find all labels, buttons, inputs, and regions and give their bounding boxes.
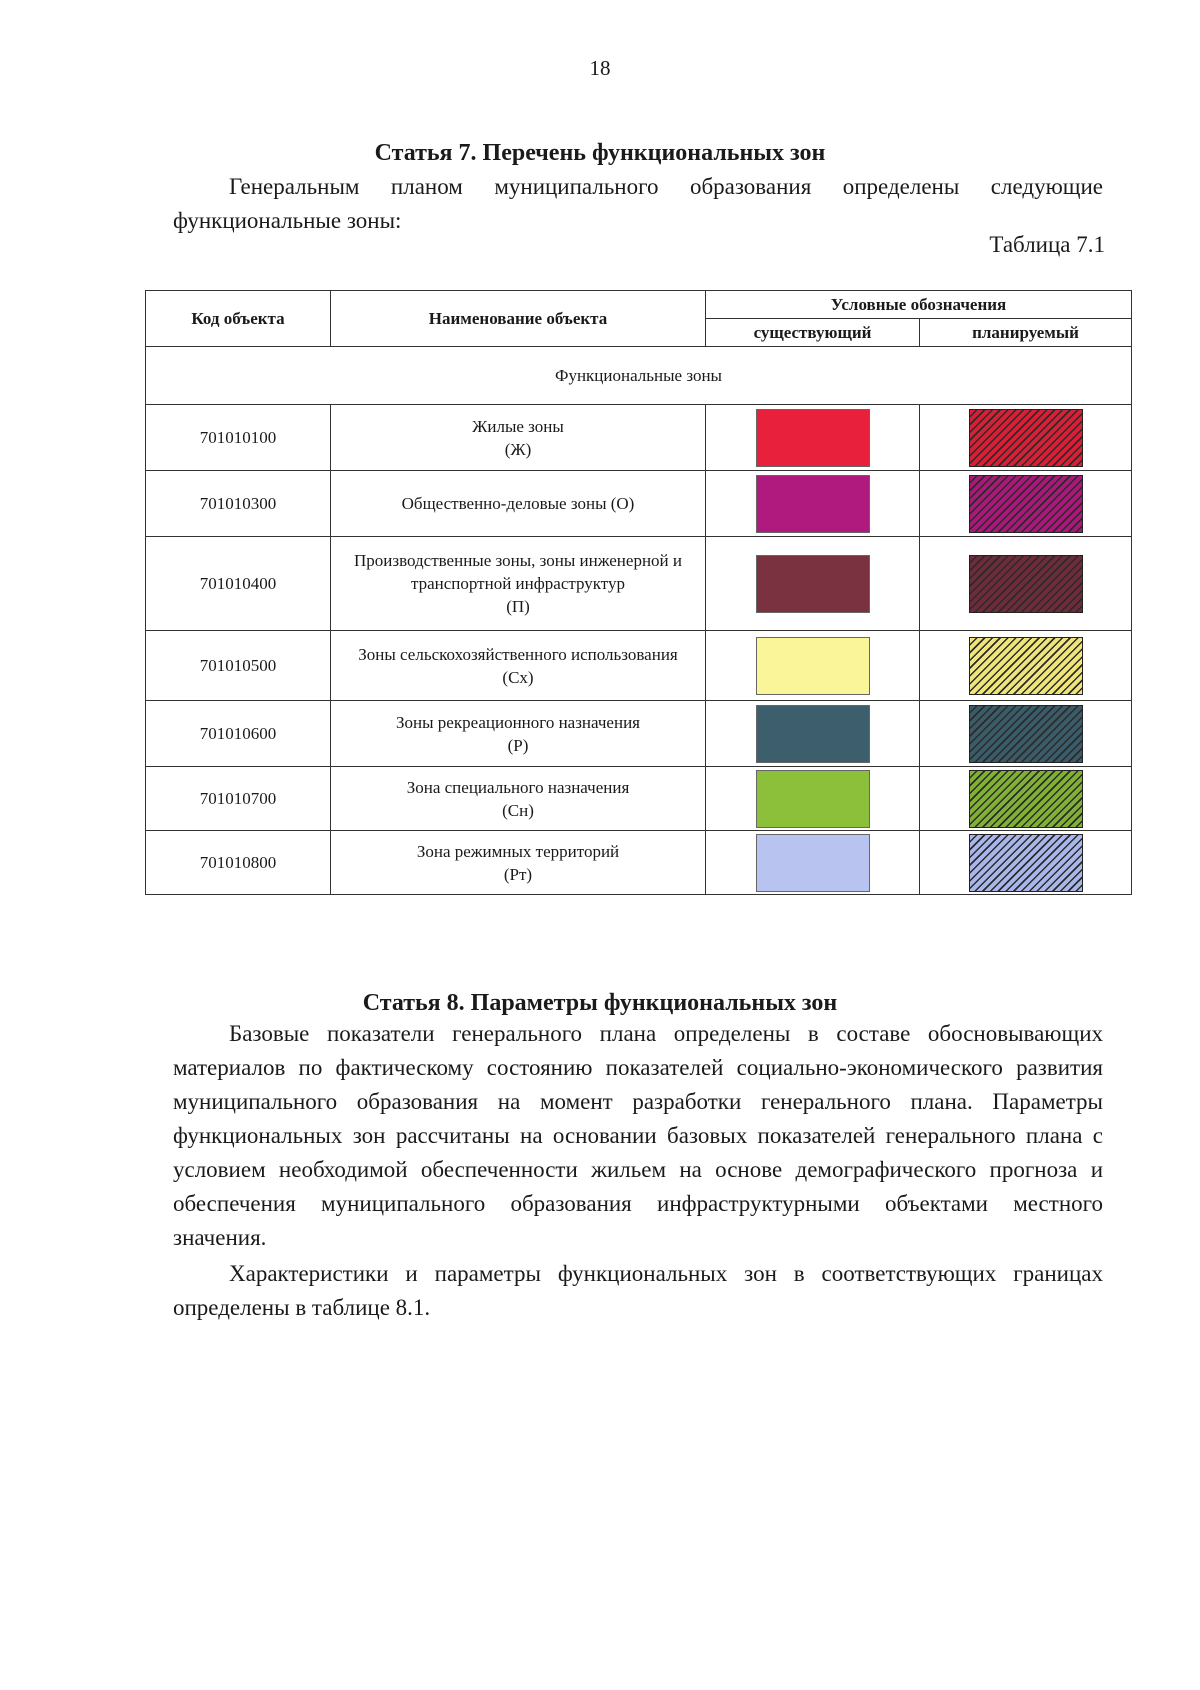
existing-zone-swatch — [756, 770, 870, 828]
planned-zone-hatched-swatch — [969, 409, 1083, 467]
planned-legend-cell — [920, 631, 1132, 701]
planned-legend-cell — [920, 701, 1132, 767]
zone-name: Зоны сельскохозяйственного использования (Сх) — [331, 631, 706, 701]
functional-zones-table — [145, 290, 1132, 895]
planned-zone-hatched-swatch — [969, 475, 1083, 533]
header-name: Наименование объекта — [331, 291, 706, 347]
article-7-title: Статья 7. Перечень функциональных зон — [374, 140, 826, 166]
zone-name: Жилые зоны (Ж) — [331, 405, 706, 471]
existing-legend-cell — [706, 831, 920, 895]
zone-code: 701010700 — [146, 767, 331, 831]
table-row — [146, 631, 1132, 701]
zone-name: Зона режимных территорий (Рт) — [331, 831, 706, 895]
group-title: Функциональные зоны — [146, 347, 1132, 405]
article-8-paragraph-1: Базовые показатели генерального плана определены в составе обосновывающих материалов по фактическому состоянию показателей социально-экономического развития муниципального образования на момент разработки генерального плана. Параметры функциональных зон рассчитаны на основании базовых показателей генерального плана с условием необходимой обеспеченности жильем на основе демографического прогноза и обеспечения муниципального образования инфраструктурными объектами местного значения. — [173, 1021, 1103, 1250]
existing-zone-swatch — [756, 475, 870, 533]
zone-name: Производственные зоны, зоны инженерной и транспортной инфраструктур (П) — [331, 537, 706, 631]
planned-zone-hatched-swatch — [969, 637, 1083, 695]
table-row — [146, 831, 1132, 895]
planned-legend-cell — [920, 767, 1132, 831]
planned-legend-cell — [920, 831, 1132, 895]
existing-legend-cell — [706, 767, 920, 831]
existing-legend-cell — [706, 631, 920, 701]
zone-code: 701010600 — [146, 701, 331, 767]
zone-code: 701010800 — [146, 831, 331, 895]
existing-zone-swatch — [756, 834, 870, 892]
zone-name: Зоны рекреационного назначения (Р) — [331, 701, 706, 767]
planned-zone-hatched-swatch — [969, 705, 1083, 763]
table-row — [146, 767, 1132, 831]
planned-legend-cell — [920, 471, 1132, 537]
planned-zone-hatched-swatch — [969, 555, 1083, 613]
table-row — [146, 405, 1132, 471]
table-row — [146, 537, 1132, 631]
table-row — [146, 701, 1132, 767]
page-number: 18 — [589, 56, 611, 80]
header-legend: Условные обозначения — [706, 291, 1132, 319]
existing-legend-cell — [706, 537, 920, 631]
zone-code: 701010400 — [146, 537, 331, 631]
zone-name: Зона специального назначения (Сн) — [331, 767, 706, 831]
header-planned: планируемый — [920, 319, 1132, 347]
planned-legend-cell — [920, 537, 1132, 631]
zone-name: Общественно-деловые зоны (О) — [331, 471, 706, 537]
planned-zone-hatched-swatch — [969, 770, 1083, 828]
table-caption: Таблица 7.1 — [989, 232, 1105, 257]
table-row — [146, 471, 1132, 537]
existing-legend-cell — [706, 405, 920, 471]
article-8-title: Статья 8. Параметры функциональных зон — [362, 990, 838, 1016]
header-existing: существующий — [706, 319, 920, 347]
existing-zone-swatch — [756, 637, 870, 695]
article-7-intro: Генеральным планом муниципального образования определены следующие функциональные зоны: — [173, 174, 1103, 233]
planned-zone-hatched-swatch — [969, 834, 1083, 892]
existing-zone-swatch — [756, 555, 870, 613]
zone-code: 701010300 — [146, 471, 331, 537]
zone-code: 701010100 — [146, 405, 331, 471]
zone-code: 701010500 — [146, 631, 331, 701]
existing-zone-swatch — [756, 705, 870, 763]
zone-rows — [146, 405, 1132, 895]
existing-legend-cell — [706, 471, 920, 537]
header-code: Код объекта — [146, 291, 331, 347]
planned-legend-cell — [920, 405, 1132, 471]
existing-legend-cell — [706, 701, 920, 767]
article-8-paragraph-2: Характеристики и параметры функциональных зон в соответствующих границах определены в таблице 8.1. — [173, 1261, 1103, 1320]
existing-zone-swatch — [756, 409, 870, 467]
